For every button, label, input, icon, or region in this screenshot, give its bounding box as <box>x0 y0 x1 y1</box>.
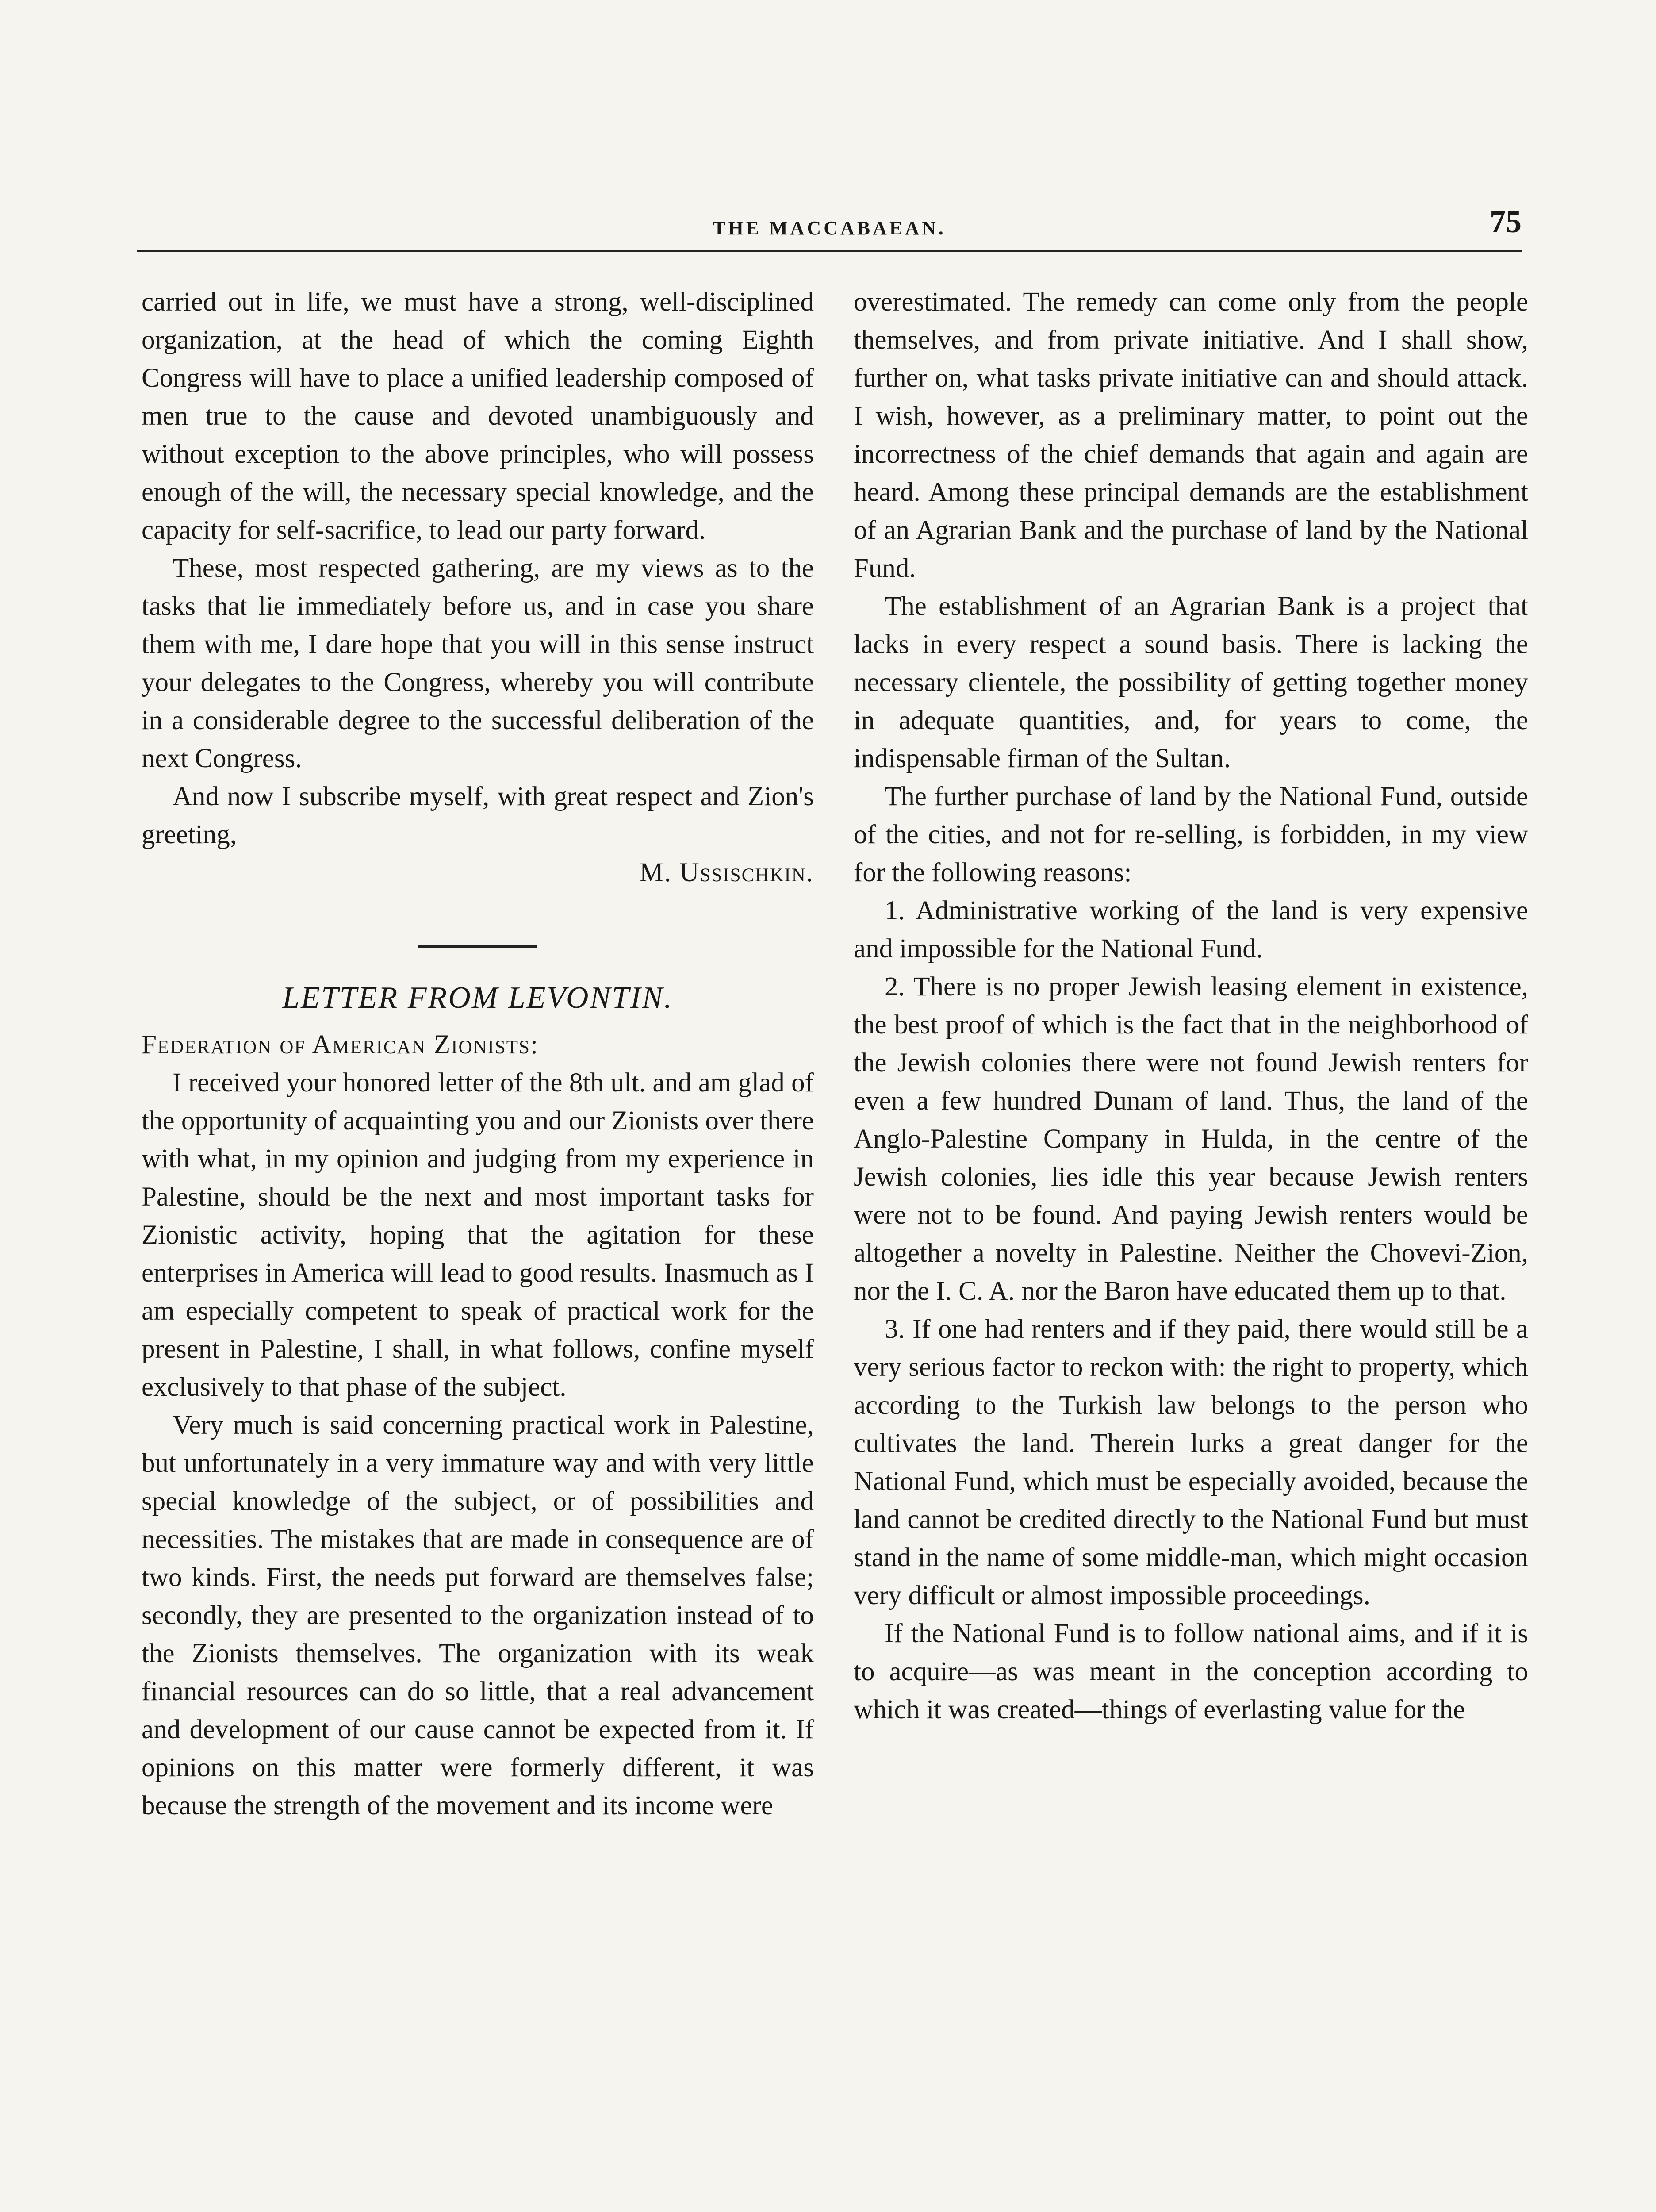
left-column <box>142 283 814 1825</box>
paragraph: Very much is said concerning practical work in Palestine, but unfortunately in a very immature way and with very little special knowledge of the subject, or of possibilities and necessities. The mistakes that are made in consequence are of two kinds. First, the needs put forward are themselves false; secondly, they are presented to the organization instead of to the Zionists themselves. The organization with its weak financial resources can do so little, that a real advancement and development of our cause cannot be expected from it. If opinions on this matter were formerly different, it was because the strength of the movement and its income were <box>142 1410 814 1820</box>
list-item: 2. There is no proper Jewish leasing element in existence, the best proof of which is the fact that in the neighborhood of the Jewish colonies there were not found Jewish renters for even a few hundred Dunam of land. Thus, the land of the Anglo-Palestine Company in Hulda, in the centre of the Jewish colonies, lies idle this year because Jewish renters were not to be found. And paying Jewish renters would be altogether a novelty in Palestine. Neither the Chovevi-Zion, nor the I. C. A. nor the Baron have educated them up to that. <box>854 972 1528 1306</box>
list-item: 1. Administrative working of the land is very expensive and impossible for the National Fund. <box>854 896 1528 964</box>
signature: M. Ussischkin. <box>639 858 814 887</box>
paragraph: If the National Fund is to follow national aims, and if it is to acquire—as was meant in the conception according to which it was created—things of everlasting value for the <box>854 1619 1528 1724</box>
paragraph: I received your honored letter of the 8th ult. and am glad of the opportunity of acquainting you and our Zionists over there with what, in my opinion and judging from my experience in Palestine, should be the next and most important tasks for Zionistic activity, hoping that the agitation for these enterprises in America will lead to good results. Inasmuch as I am especially competent to speak of practical work for the present in Palestine, I shall, in what follows, confine myself exclusively to that phase of the subject. <box>142 1068 814 1402</box>
paragraph: These, most respected gathering, are my views as to the tasks that lie immediately before us, and in case you share them with me, I dare hope that you will in this sense instruct your delegates to the Congress, whereby you will contribute in a considerable degree to the successful deliberation of the next Congress. <box>142 553 814 773</box>
paragraph: And now I subscribe myself, with great respect and Zion's greeting, <box>142 782 814 849</box>
paragraph: carried out in life, we must have a strong, well-disciplined organization, at the head of which the coming Eighth Congress will have to place a unified leadership composed of men true to the cause and devoted unambiguously and without exception to the above principles, who will possess enough of the will, the necessary special knowledge, and the capacity for self-sacrifice, to lead our party forward. <box>142 287 814 545</box>
page-header <box>137 204 1522 265</box>
section-title: LETTER FROM LEVONTIN. <box>282 981 673 1015</box>
salutation: Federation of American Zionists: <box>142 1030 539 1060</box>
running-title: THE MACCABAEAN. <box>713 217 946 239</box>
paragraph: The further purchase of land by the National Fund, outside of the cities, and not for re-selling, is forbidden, in my view for the following reasons: <box>854 782 1528 887</box>
list-item: 3. If one had renters and if they paid, there would still be a very serious factor to reckon with: the right to property, which according to the Turkish law belongs to the person who cultivates the land. Therein lurks a great danger for the National Fund, which must be especially avoided, because the land cannot be credited directly to the National Fund but must stand in the name of some middle-man, which might occasion very difficult or almost impossible proceedings. <box>854 1314 1528 1610</box>
paragraph: overestimated. The remedy can come only from the people themselves, and from private initiative. And I shall show, further on, what tasks private initiative can and should attack. I wish, however, as a preliminary matter, to point out the incorrectness of the chief demands that again and again are heard. Among these principal demands are the establishment of an Agrarian Bank and the purchase of land by the National Fund. <box>854 287 1528 583</box>
header-rule <box>137 250 1522 252</box>
paragraph: The establishment of an Agrarian Bank is a project that lacks in every respect a sound basis. There is lacking the necessary clientele, the possibility of getting together money in adequate quantities, and, for years to come, the indispensable firman of the Sultan. <box>854 591 1528 773</box>
page-number: 75 <box>1490 204 1522 239</box>
section-divider <box>418 945 537 948</box>
right-column <box>854 283 1528 1729</box>
